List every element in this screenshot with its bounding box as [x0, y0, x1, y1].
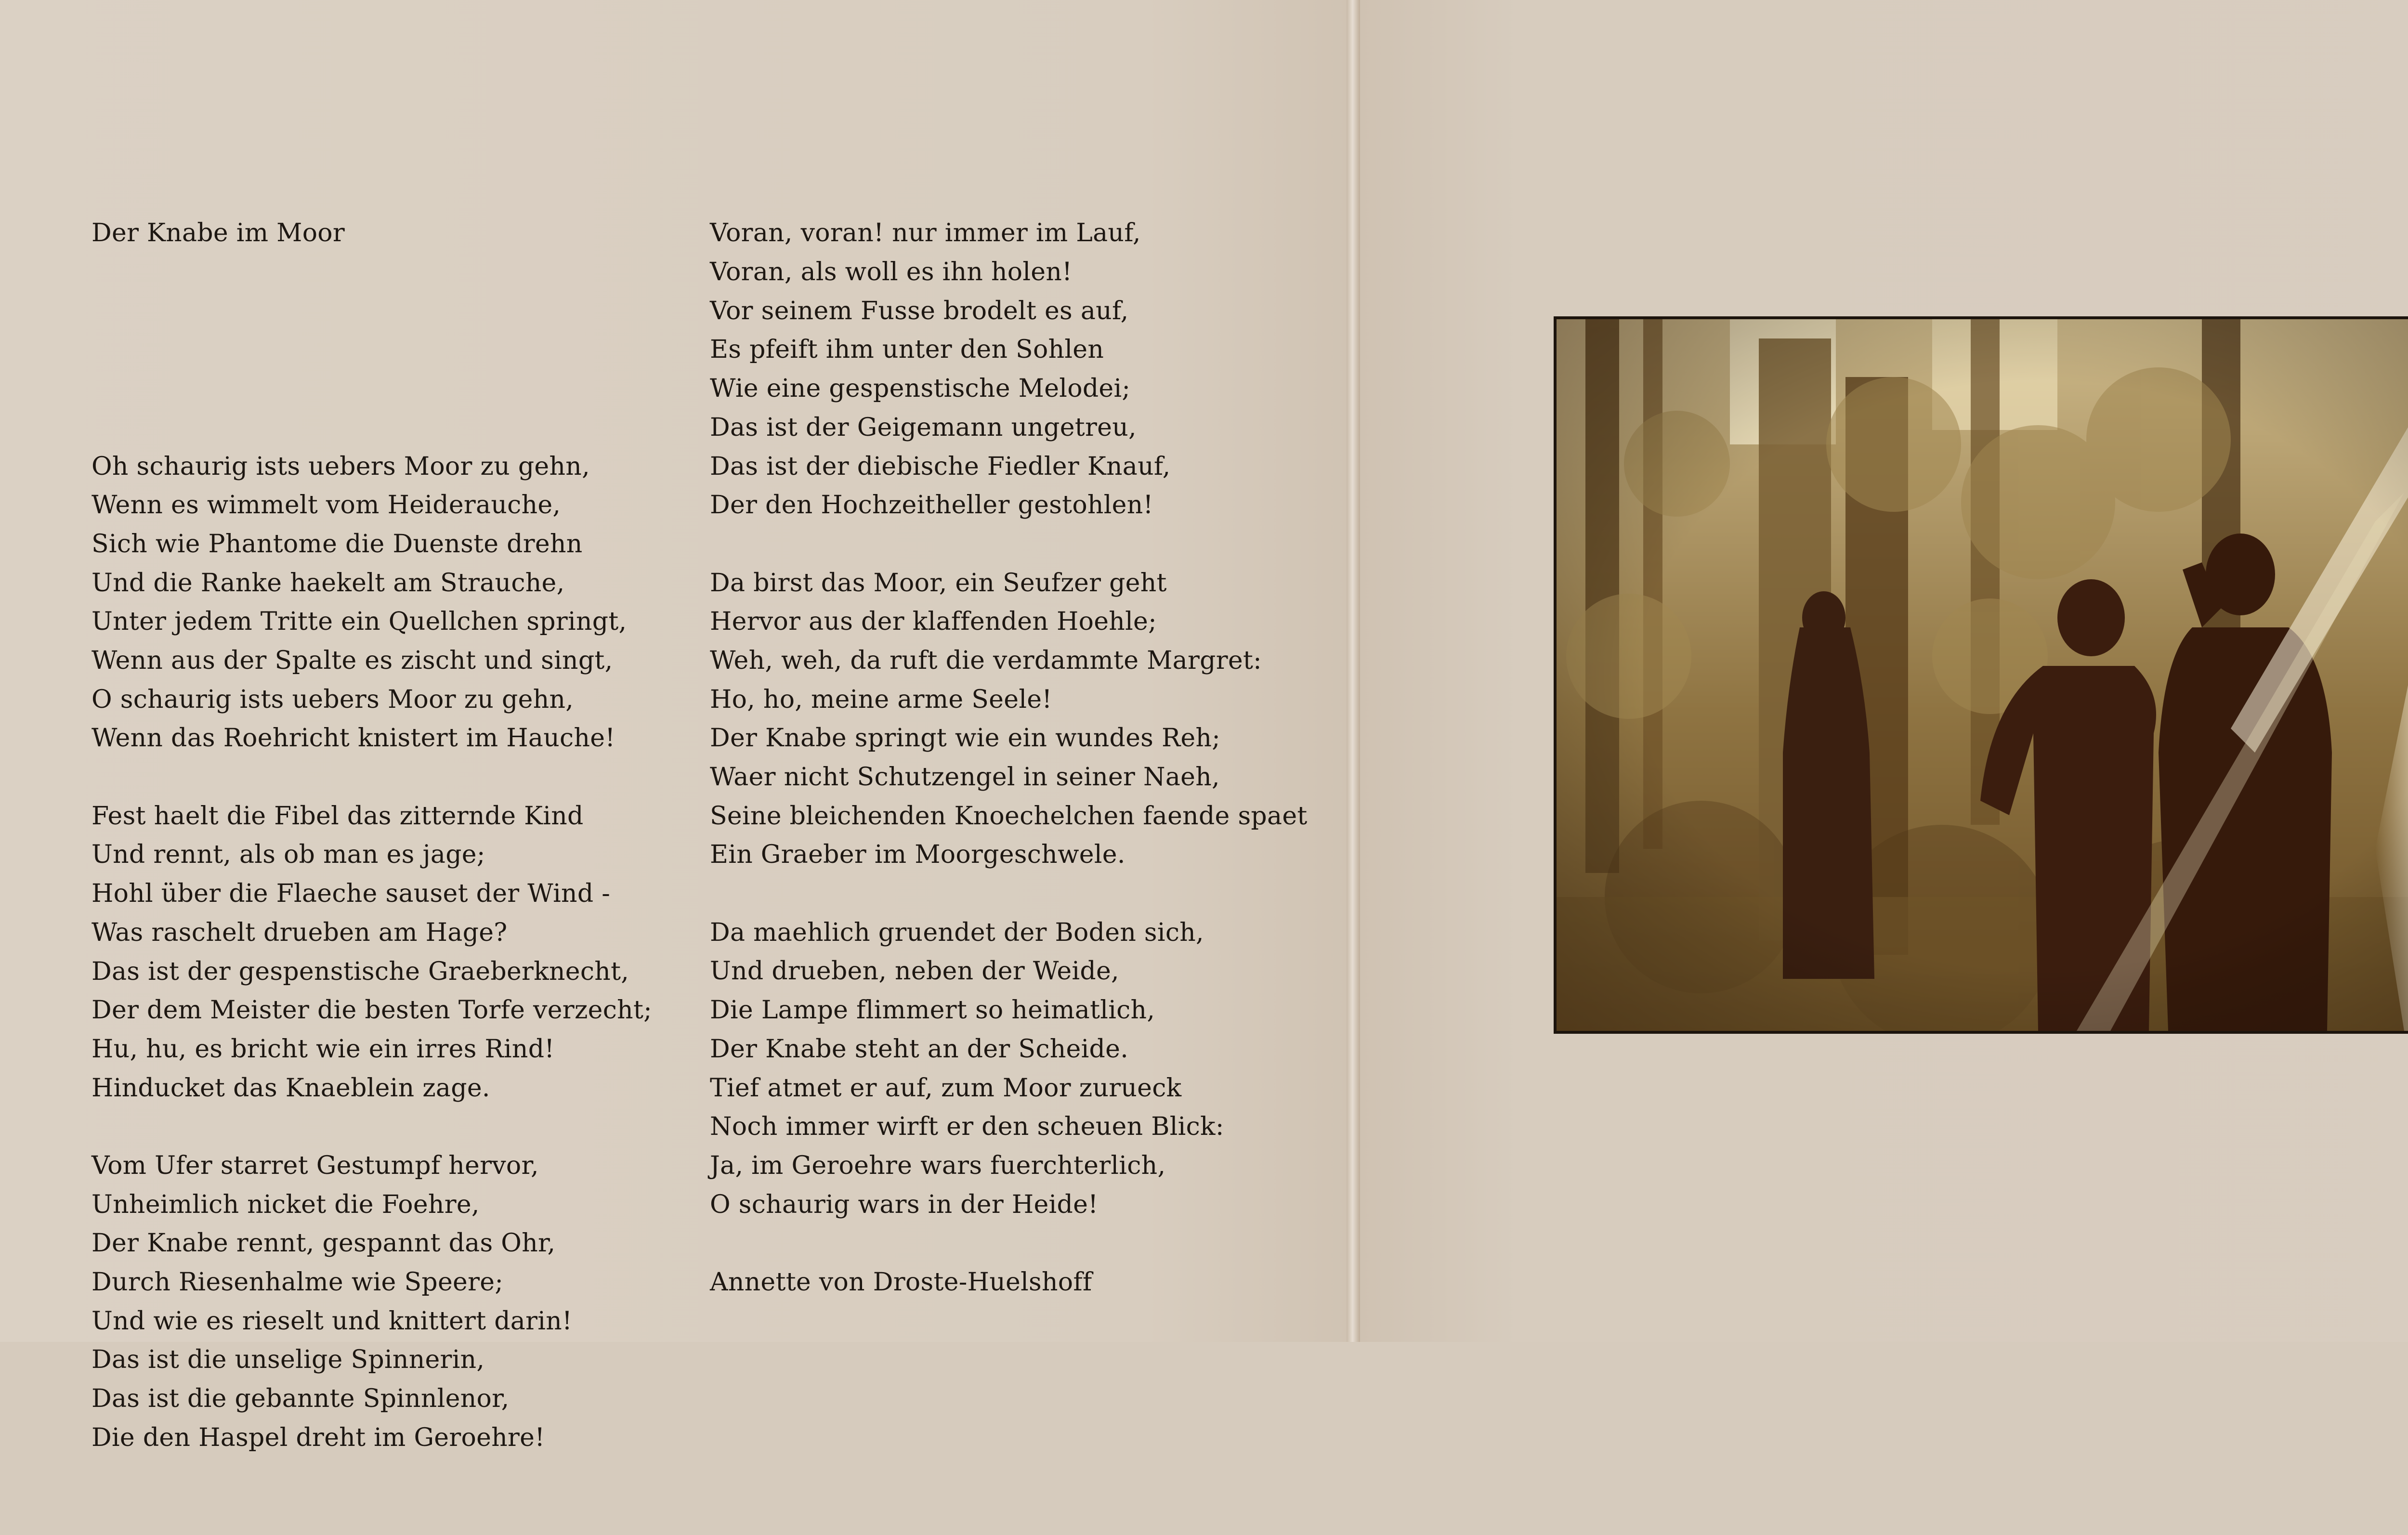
- poem-line: Der Knabe springt wie ein wundes Reh;: [710, 724, 1221, 753]
- poem-line: Da birst das Moor, ein Seufzer geht: [710, 568, 1167, 598]
- poem-line: Der Knabe rennt, gespannt das Ohr,: [92, 1229, 556, 1258]
- poem-line: Das ist die unselige Spinnerin,: [92, 1345, 485, 1375]
- poem-line: Ein Graeber im Moorgeschwele.: [710, 840, 1125, 870]
- poem-line: Wie eine gespenstische Melodei;: [710, 374, 1131, 403]
- booklet-fold: [1347, 0, 1360, 1342]
- poem-column-left: [92, 136, 652, 1535]
- poem-line: Wenn das Roehricht knistert im Hauche!: [92, 724, 615, 753]
- poem-line: Unter jedem Tritte ein Quellchen springt,: [92, 607, 627, 637]
- stanza-break: [710, 1224, 1308, 1263]
- poem-line: Wenn es wimmelt vom Heiderauche,: [92, 491, 561, 520]
- poem-line: Waer nicht Schutzengel in seiner Naeh,: [710, 763, 1220, 792]
- poem-line: Das ist der gespenstische Graeberknecht,: [92, 957, 629, 986]
- band-photo: [1554, 316, 2408, 1034]
- poem-line: Was raschelt drueben am Hage?: [92, 918, 508, 947]
- poem-line: Die den Haspel dreht im Geroehre!: [92, 1423, 545, 1452]
- poem-title: Der Knabe im Moor: [92, 219, 345, 248]
- poem-line: O schaurig ists uebers Moor zu gehn,: [92, 685, 574, 714]
- poem-line: Da maehlich gruendet der Boden sich,: [710, 918, 1204, 947]
- poem-line: Noch immer wirft er den scheuen Blick:: [710, 1112, 1224, 1142]
- poem-line: Das ist der diebische Fiedler Knauf,: [710, 452, 1171, 481]
- stanza-break: [92, 1107, 652, 1146]
- poem-stanzas-left: [92, 447, 652, 1457]
- poem-stanzas-right: [710, 214, 1308, 1301]
- poem-line: Voran, voran! nur immer im Lauf,: [710, 219, 1141, 248]
- poem-line: Hinducket das Knaeblein zage.: [92, 1073, 490, 1103]
- poem-line: Weh, weh, da ruft die verdammte Margret:: [710, 646, 1262, 675]
- poem-line: Die Lampe flimmert so heimatlich,: [710, 996, 1155, 1025]
- poem-line: Durch Riesenhalme wie Speere;: [92, 1268, 504, 1297]
- poem-line: Tief atmet er auf, zum Moor zurueck: [710, 1073, 1182, 1103]
- poem-line: Vor seinem Fusse brodelt es auf,: [710, 296, 1129, 325]
- poem-line: Der den Hochzeitheller gestohlen!: [710, 491, 1153, 520]
- poem-line: O schaurig wars in der Heide!: [710, 1190, 1099, 1219]
- stanza-break: [92, 758, 652, 797]
- poem-line: Und rennt, als ob man es jage;: [92, 840, 485, 870]
- poem-line: Ja, im Geroehre wars fuerchterlich,: [710, 1151, 1166, 1180]
- poem-line: Sich wie Phantome die Duenste drehn: [92, 529, 583, 559]
- stanza-break: [710, 874, 1308, 913]
- poem-line: Hervor aus der klaffenden Hoehle;: [710, 607, 1157, 637]
- poem-line: Und wie es rieselt und knittert darin!: [92, 1306, 573, 1336]
- poem-line: Es pfeift ihm unter den Sohlen: [710, 335, 1104, 364]
- poem-line: Fest haelt die Fibel das zitternde Kind: [92, 801, 584, 831]
- poem-line: Das ist die gebannte Spinnlenor,: [92, 1384, 510, 1414]
- poem-line: Ho, ho, meine arme Seele!: [710, 685, 1052, 714]
- poem-line: Wenn aus der Spalte es zischt und singt,: [92, 646, 613, 676]
- poem-line: Der dem Meister die besten Torfe verzecht;: [92, 996, 652, 1025]
- poem-line: Annette von Droste-Huelshoff: [710, 1267, 1092, 1297]
- poem-line: Hohl über die Flaeche sauset der Wind -: [92, 879, 611, 909]
- poem-line: Voran, als woll es ihn holen!: [710, 258, 1073, 287]
- poem-line: Der Knabe steht an der Scheide.: [710, 1034, 1129, 1064]
- poem-line: Das ist der Geigemann ungetreu,: [710, 413, 1137, 442]
- stanza-break: [710, 525, 1308, 564]
- poem-column-right: [710, 136, 1308, 1379]
- poem-line: Hu, hu, es bricht wie ein irres Rind!: [92, 1034, 555, 1064]
- poem-line: Unheimlich nicket die Foehre,: [92, 1190, 480, 1219]
- poem-line: Und die Ranke haekelt am Strauche,: [92, 568, 565, 598]
- poem-line: Seine bleichenden Knoechelchen faende spaet: [710, 801, 1308, 831]
- poem-line: Vom Ufer starret Gestumpf hervor,: [92, 1151, 539, 1180]
- poem-line: Und drueben, neben der Weide,: [710, 957, 1119, 986]
- sepia-forest-photo: [1557, 319, 2408, 1031]
- poem-line: Oh schaurig ists uebers Moor zu gehn,: [92, 452, 590, 481]
